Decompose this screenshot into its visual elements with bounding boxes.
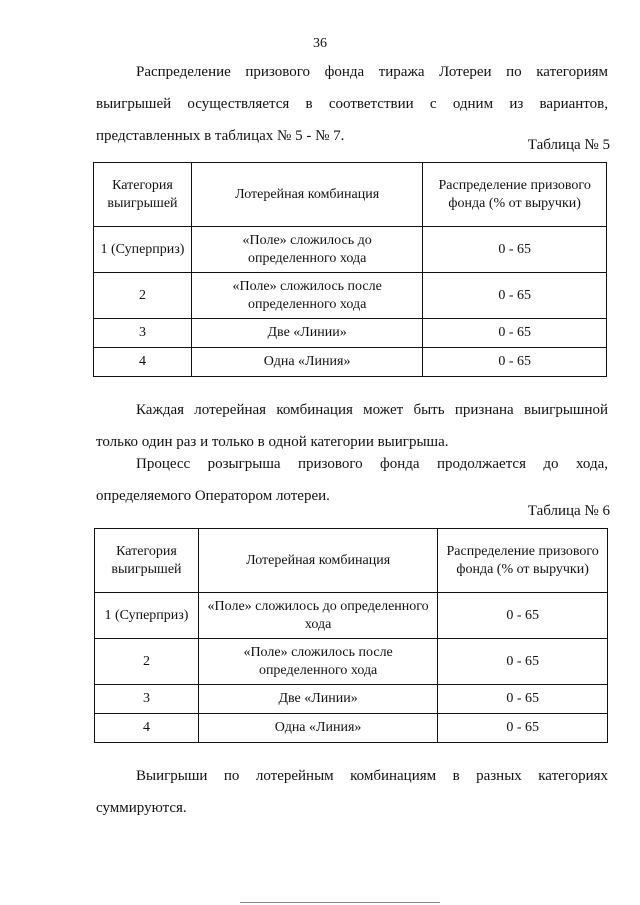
table-row xyxy=(95,593,608,639)
table-row xyxy=(94,273,607,319)
cell-category: 4 xyxy=(94,348,192,377)
cell-combination: «Поле» сложилось до определенного хода xyxy=(191,227,422,273)
paragraph-line: Распределение призового фонда тиража Лотереи по категориям xyxy=(136,64,608,80)
cell-combination: Одна «Линия» xyxy=(191,348,422,377)
cell-distribution: 0 - 65 xyxy=(438,714,608,743)
cell-combination: «Поле» сложилось до определенного хода xyxy=(198,593,437,639)
header-distribution: Распределение призового фонда (% от выручки) xyxy=(423,163,607,227)
footer-divider xyxy=(240,902,440,903)
paragraph-line: представленных в таблицах № 5 - № 7. xyxy=(96,128,345,144)
table-row xyxy=(94,319,607,348)
table5-caption: Таблица № 5 xyxy=(527,137,610,153)
cell-category: 2 xyxy=(95,639,199,685)
cell-combination: «Поле» сложилось после определенного хода xyxy=(198,639,437,685)
paragraph-summation xyxy=(96,760,608,824)
cell-distribution: 0 - 65 xyxy=(423,273,607,319)
table-row xyxy=(94,348,607,377)
table-row xyxy=(95,714,608,743)
table-header-row xyxy=(95,529,608,593)
table5 xyxy=(93,162,607,377)
cell-distribution: 0 - 65 xyxy=(438,593,608,639)
cell-category: 3 xyxy=(95,685,199,714)
table6 xyxy=(94,528,608,743)
page-number: 36 xyxy=(313,36,327,51)
header-category: Категория выигрышей xyxy=(95,529,199,593)
table-row xyxy=(94,227,607,273)
cell-combination: Две «Линии» xyxy=(191,319,422,348)
cell-category: 4 xyxy=(95,714,199,743)
header-distribution: Распределение призового фонда (% от выручки) xyxy=(438,529,608,593)
cell-combination: Одна «Линия» xyxy=(198,714,437,743)
header-category: Категория выигрышей xyxy=(94,163,192,227)
table-header-row xyxy=(94,163,607,227)
paragraph-line: Процесс розыгрыша призового фонда продолжается до хода, xyxy=(136,456,608,472)
table6-caption: Таблица № 6 xyxy=(527,503,610,519)
header-combination: Лотерейная комбинация xyxy=(198,529,437,593)
cell-distribution: 0 - 65 xyxy=(423,227,607,273)
cell-category: 1 (Суперприз) xyxy=(95,593,199,639)
cell-combination: Две «Линии» xyxy=(198,685,437,714)
paragraph-line: определяемого Оператором лотереи. xyxy=(96,488,330,504)
table-row xyxy=(95,685,608,714)
cell-distribution: 0 - 65 xyxy=(438,639,608,685)
paragraph-line: суммируются. xyxy=(96,800,187,816)
cell-combination: «Поле» сложилось после определенного хода xyxy=(191,273,422,319)
cell-category: 1 (Суперприз) xyxy=(94,227,192,273)
header-combination: Лотерейная комбинация xyxy=(191,163,422,227)
paragraph-line: Каждая лотерейная комбинация может быть признана выигрышной xyxy=(136,402,608,418)
paragraph-line: Выигрыши по лотерейным комбинациям в разных категориях xyxy=(136,768,608,784)
table-row xyxy=(95,639,608,685)
cell-distribution: 0 - 65 xyxy=(423,348,607,377)
cell-distribution: 0 - 65 xyxy=(423,319,607,348)
cell-distribution: 0 - 65 xyxy=(438,685,608,714)
cell-category: 3 xyxy=(94,319,192,348)
paragraph-line: только один раз и только в одной категории выигрыша. xyxy=(96,434,449,450)
paragraph-line: выигрышей осуществляется в соответствии с одним из вариантов, xyxy=(96,96,608,112)
cell-category: 2 xyxy=(94,273,192,319)
